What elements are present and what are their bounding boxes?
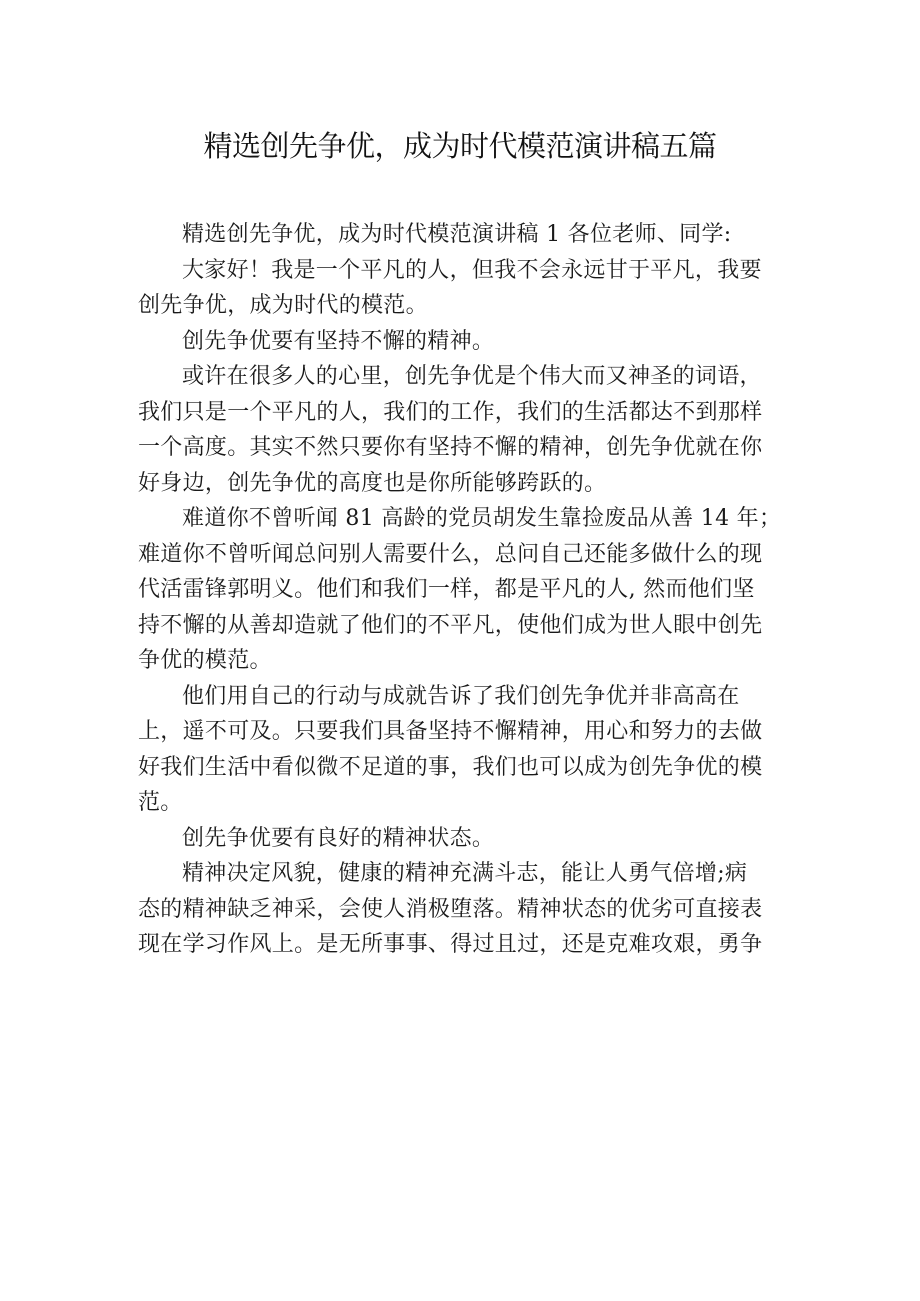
paragraph-5: 难道你不曾听闻 81 高龄的党员胡发生靠捡废品从善 14 年； 难道你不曾听闻总问别人需要什么，总问自己还能多做什么的现 代活雷锋郭明义。他们和我们一样，都是平凡的人, 然而他们坚 持不懈的从善却造就了他们的不平凡，使他们成为世人眼中创先 争优的模范。 — [138, 506, 782, 673]
paragraph-8: 精神决定风貌，健康的精神充满斗志，能让人勇气倍增;病 态的精神缺乏神采，会使人消极堕落。精神状态的优劣可直接表 现在学习作风上。是无所事事、得过且过，还是克难攻艰，勇争 — [138, 861, 763, 957]
paragraph-2: 大家好！我是一个平凡的人，但我不会永远甘于平凡，我要 创先争优，成为时代的模范。 — [138, 257, 762, 318]
paragraph-1: 精选创先争优，成为时代模范演讲稿 1 各位老师、同学: — [182, 222, 732, 247]
paragraph-3: 创先争优要有坚持不懈的精神。 — [182, 328, 495, 354]
paragraph-7: 创先争优要有良好的精神状态。 — [182, 825, 495, 851]
document-body — [138, 217, 788, 963]
paragraph-6: 他们用自己的行动与成就告诉了我们创先争优并非高高在 上，遥不可及。只要我们具备坚持不懈精神，用心和努力的去做 好我们生活中看似微不足道的事，我们也可以成为创先争优的模 范。 — [138, 683, 763, 815]
document-title: 精选创先争优，成为时代模范演讲稿五篇 — [203, 129, 717, 163]
paragraph-4: 或许在很多人的心里，创先争优是个伟大而又神圣的词语， 我们只是一个平凡的人，我们的工作，我们的生活都达不到那样 一个高度。其实不然只要你有坚持不懈的精神，创先争优就在你 好身边，创先争优的高度也是你所能够跨跃的。 — [138, 364, 763, 496]
